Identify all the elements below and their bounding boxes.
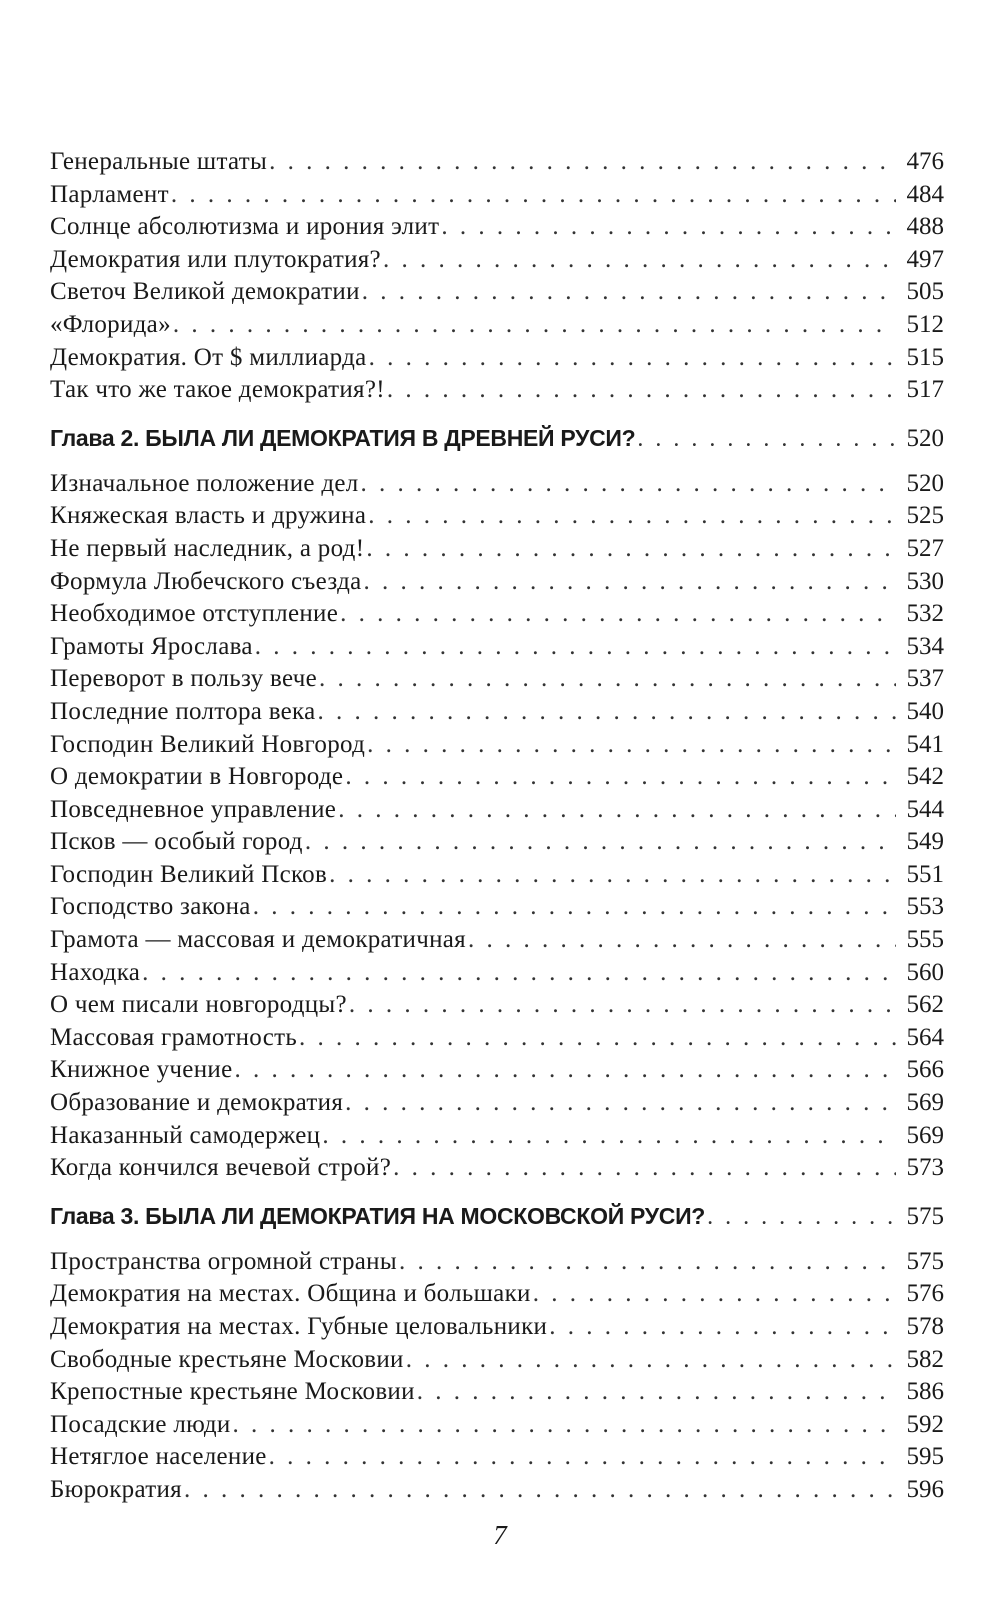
toc-leader-dots — [366, 533, 896, 566]
toc-entry-page: 578 — [906, 1313, 944, 1340]
toc-entry-page: 541 — [906, 730, 944, 758]
toc-entry — [50, 1246, 944, 1279]
toc-entry-page: 566 — [906, 1056, 944, 1084]
toc-entry — [50, 1344, 944, 1377]
toc-entry-page: 549 — [906, 828, 944, 856]
toc-entry-title: Повседневное управление — [50, 795, 337, 823]
toc-entry-title: Пространства огромной страны — [50, 1247, 397, 1275]
toc-entry — [50, 1376, 944, 1409]
toc-leader-dots — [367, 729, 896, 762]
toc-entry — [50, 761, 944, 794]
toc-entry-title: Бюрократия — [50, 1475, 182, 1503]
toc-leader-dots — [305, 826, 896, 859]
toc-entry-page: 542 — [906, 763, 944, 791]
toc-leader-dots — [142, 957, 896, 990]
toc-leader-dots — [441, 211, 896, 244]
toc-entry-title: Псков — особый город — [50, 828, 303, 856]
toc-entry — [50, 891, 944, 924]
toc-entry-page: 586 — [906, 1378, 944, 1406]
toc-entry-title: Господин Великий Новгород — [50, 730, 366, 758]
toc-leader-dots — [299, 1022, 896, 1055]
toc-entry-title: Последние полтора века — [50, 697, 316, 725]
toc-entry-page: 517 — [906, 376, 944, 404]
toc-entry-page: 560 — [906, 958, 944, 986]
toc-entry — [50, 276, 944, 309]
toc-entry-title: Свободные крестьяне Московии — [50, 1345, 404, 1373]
toc-entry — [50, 826, 944, 859]
toc-entry-title: Демократия на местах. Община и большаки — [50, 1280, 531, 1308]
toc-leader-dots — [345, 761, 896, 794]
toc-leader-dots — [329, 859, 896, 892]
toc-entry-title: Господство закона — [50, 893, 251, 921]
toc-leader-dots — [349, 989, 896, 1022]
toc-entry-page: 527 — [906, 534, 944, 562]
toc-leader-dots — [368, 500, 896, 533]
toc-entry — [50, 1311, 944, 1344]
toc-leader-dots — [318, 696, 896, 729]
toc-entry-title: Демократия или плутократия? — [50, 245, 381, 273]
toc-leader-dots — [322, 1120, 896, 1153]
toc-entry-page: 512 — [906, 310, 944, 338]
toc-leader-dots — [406, 1344, 896, 1377]
toc-entry-title: Демократия на местах. Губные целовальники — [50, 1313, 548, 1340]
toc-leader-dots — [340, 598, 896, 631]
toc-chapter-3 — [50, 1198, 944, 1234]
toc-leader-dots — [533, 1278, 896, 1311]
toc-entry-title: Посадские люди — [50, 1410, 231, 1438]
toc-entry-page: 575 — [906, 1247, 944, 1275]
toc-entry-title: О чем писали новгородцы? — [50, 991, 347, 1019]
toc-entry-title: Массовая грамотность — [50, 1023, 298, 1051]
toc-entry — [50, 374, 944, 407]
toc-entry — [50, 1474, 944, 1507]
toc-entry-page: 555 — [906, 926, 944, 954]
toc-entry-title: Книжное учение — [50, 1056, 233, 1084]
toc-entry-title: Солнце абсолютизма и ирония элит — [50, 213, 440, 241]
toc-entry-page: 582 — [906, 1345, 944, 1373]
toc-entry-page: 534 — [906, 632, 944, 660]
chapter-page: 575 — [906, 1202, 944, 1230]
toc-entry — [50, 1120, 944, 1153]
toc-entry-page: 551 — [906, 860, 944, 888]
toc-entry-title: Демократия. От $ миллиарда — [50, 343, 367, 371]
toc-entry — [50, 1087, 944, 1120]
toc-leader-dots — [253, 891, 896, 924]
toc-leader-dots — [393, 1152, 896, 1185]
toc-entry-page: 562 — [906, 991, 944, 1019]
toc-entry-page: 532 — [906, 600, 944, 628]
toc-leader-dots — [234, 1054, 896, 1087]
toc-entry — [50, 179, 944, 212]
table-of-contents — [50, 146, 944, 1507]
toc-entry — [50, 309, 944, 342]
toc-entry — [50, 146, 944, 179]
toc-entry-title: Необходимое отступление — [50, 600, 339, 628]
toc-entry-page: 569 — [906, 1121, 944, 1149]
toc-entry-title: Образование и демократия — [50, 1089, 344, 1117]
toc-entry-page: 525 — [906, 502, 944, 530]
toc-leader-dots — [417, 1376, 896, 1409]
toc-leader-dots — [361, 468, 896, 501]
toc-leader-dots — [255, 631, 896, 664]
toc-entry-title: Генеральные штаты — [50, 148, 268, 175]
toc-leader-dots — [383, 244, 896, 277]
toc-entry-page: 544 — [906, 795, 944, 823]
toc-leader-dots — [233, 1409, 896, 1442]
toc-leader-dots — [387, 374, 896, 407]
toc-entry-page: 530 — [906, 567, 944, 595]
toc-leader-dots — [362, 276, 896, 309]
toc-entry-page: 476 — [906, 148, 944, 175]
toc-entry-title: Так что же такое демократия?! — [50, 376, 385, 404]
toc-leader-dots — [171, 179, 896, 212]
toc-entry-title: Когда кончился вечевой строй? — [50, 1154, 392, 1182]
toc-entry — [50, 957, 944, 990]
toc-entry — [50, 1152, 944, 1185]
toc-entry-title: Формула Любечского съезда — [50, 567, 362, 595]
toc-leader-dots — [707, 1199, 896, 1235]
toc-entry — [50, 566, 944, 599]
toc-entry — [50, 1054, 944, 1087]
toc-leader-dots — [369, 342, 896, 375]
toc-entry-title: Изначальное положение дел — [50, 469, 359, 497]
toc-entry-page: 537 — [906, 665, 944, 693]
toc-entry — [50, 211, 944, 244]
toc-leader-dots — [345, 1087, 896, 1120]
toc-entry — [50, 924, 944, 957]
toc-entry-page: 540 — [906, 697, 944, 725]
toc-entry-page: 515 — [906, 343, 944, 371]
toc-entry-title: Грамоты Ярослава — [50, 632, 253, 660]
toc-entry — [50, 598, 944, 631]
toc-entry — [50, 663, 944, 696]
toc-entry-page: 564 — [906, 1023, 944, 1051]
toc-leader-dots — [549, 1311, 896, 1344]
toc-entry-title: Не первый наследник, а род! — [50, 534, 365, 562]
toc-entry-page: 484 — [906, 180, 944, 208]
toc-leader-dots — [173, 309, 896, 342]
toc-entry-page: 592 — [906, 1410, 944, 1438]
toc-entry-page: 596 — [906, 1475, 944, 1503]
toc-entry-title: Грамота — массовая и демократичная — [50, 926, 466, 954]
toc-entry — [50, 500, 944, 533]
toc-entry-page: 576 — [906, 1280, 944, 1308]
page-number: 7 — [493, 1520, 507, 1550]
toc-leader-dots — [399, 1246, 896, 1279]
toc-chapter-2 — [50, 420, 944, 456]
toc-leader-dots — [269, 146, 896, 179]
toc-entry-title: Светоч Великой демократии — [50, 278, 360, 306]
toc-entry — [50, 729, 944, 762]
toc-leader-dots — [319, 663, 896, 696]
toc-leader-dots — [637, 421, 896, 457]
toc-leader-dots — [364, 566, 896, 599]
toc-entry — [50, 244, 944, 277]
toc-entry-title: Парламент — [50, 180, 169, 208]
toc-leader-dots — [338, 794, 896, 827]
chapter-page: 520 — [906, 424, 944, 452]
toc-group-1 — [50, 146, 944, 407]
chapter-title: Глава 3. БЫЛА ЛИ ДЕМОКРАТИЯ НА МОСКОВСКОЙ РУСИ? — [50, 1202, 706, 1229]
toc-entry — [50, 533, 944, 566]
toc-entry — [50, 1409, 944, 1442]
toc-entry — [50, 696, 944, 729]
toc-entry-page: 488 — [906, 213, 944, 241]
toc-entry-title: Наказанный самодержец — [50, 1121, 321, 1149]
toc-leader-dots — [468, 924, 896, 957]
toc-entry — [50, 1441, 944, 1474]
toc-entry-title: Крепостные крестьяне Московии — [50, 1378, 415, 1406]
toc-entry-page: 569 — [906, 1089, 944, 1117]
toc-entry-page: 553 — [906, 893, 944, 921]
toc-leader-dots — [184, 1474, 896, 1507]
toc-entry-title: Переворот в пользу вече — [50, 665, 318, 693]
toc-entry-page: 497 — [906, 245, 944, 273]
toc-entry-title: Господин Великий Псков — [50, 860, 328, 888]
toc-entry-title: Княжеская власть и дружина — [50, 502, 367, 530]
toc-entry-title: «Флорида» — [50, 310, 171, 338]
toc-entry-title: Нетяглое население — [50, 1443, 267, 1471]
toc-entry-page: 595 — [906, 1443, 944, 1471]
toc-leader-dots — [269, 1441, 896, 1474]
toc-entry — [50, 989, 944, 1022]
toc-entry — [50, 342, 944, 375]
toc-entry-page: 505 — [906, 278, 944, 306]
chapter-title: Глава 2. БЫЛА ЛИ ДЕМОКРАТИЯ В ДРЕВНЕЙ РУСИ? — [50, 424, 636, 451]
toc-group-3 — [50, 1246, 944, 1507]
toc-entry — [50, 468, 944, 501]
toc-entry — [50, 794, 944, 827]
toc-group-2 — [50, 468, 944, 1185]
toc-entry — [50, 1278, 944, 1311]
toc-entry — [50, 859, 944, 892]
toc-entry-title: Находка — [50, 958, 141, 986]
toc-entry-title: О демократии в Новгороде — [50, 763, 344, 791]
toc-entry — [50, 631, 944, 664]
toc-entry-page: 573 — [906, 1154, 944, 1182]
toc-entry — [50, 1022, 944, 1055]
toc-entry-page: 520 — [906, 469, 944, 497]
